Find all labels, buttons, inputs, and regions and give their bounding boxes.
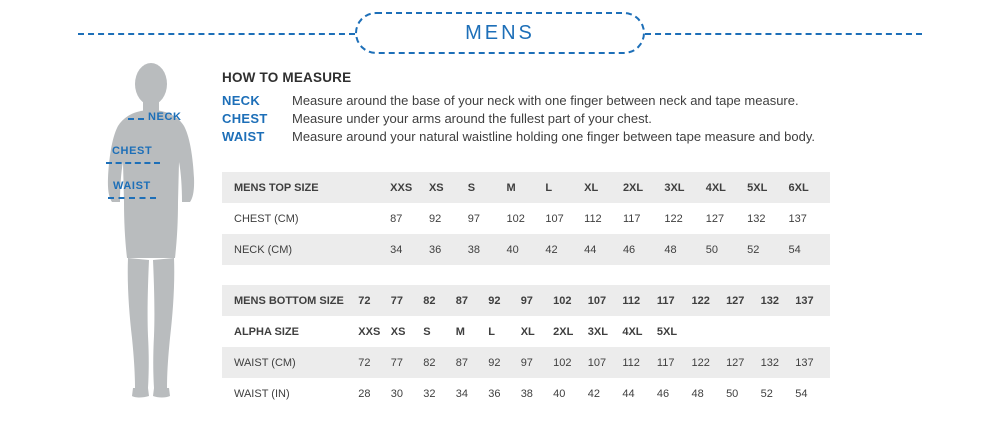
- top-row-1-v1: 36: [429, 234, 468, 265]
- bottom-row-0-v1: 77: [391, 347, 423, 378]
- top-row-1-v9: 52: [747, 234, 788, 265]
- bottom-row-1-v2: 32: [423, 387, 436, 400]
- top-row-1-label: NECK (CM): [222, 234, 390, 265]
- how-to-term-chest: CHEST: [222, 111, 268, 126]
- page-title-text: MENS: [465, 21, 535, 44]
- alpha-7: 3XL: [587, 325, 608, 338]
- how-to-desc-waist: Measure around your natural waistline holding one finger between tape measure and body.: [292, 129, 815, 144]
- table-row: [222, 172, 830, 203]
- alpha-3: M: [455, 325, 465, 338]
- bottom-row-0-v9: 117: [657, 347, 692, 378]
- alpha-1: XS: [390, 325, 406, 338]
- how-to-row-neck: [222, 93, 922, 108]
- bottom-row-1-v6: 40: [553, 387, 566, 400]
- alpha-11: [726, 316, 761, 347]
- bottom-row-1-v12: 52: [760, 387, 773, 400]
- bottom-hdr-10: 122: [691, 285, 726, 316]
- bottom-row-0-v3: 87: [456, 347, 488, 378]
- alpha-5: XL: [520, 325, 535, 338]
- top-row-1-v10: 54: [789, 234, 831, 265]
- how-to-row-waist: [222, 129, 922, 144]
- bottom-hdr-2: 82: [423, 285, 455, 316]
- bottom-row-1-v8: 44: [622, 387, 635, 400]
- top-row-0-v8: 127: [705, 212, 725, 225]
- top-size-2: S: [468, 172, 507, 203]
- bottom-row-0-label: WAIST (CM): [222, 347, 358, 378]
- alpha-0: XXS: [358, 325, 381, 338]
- bottom-hdr-11: 127: [726, 285, 761, 316]
- top-size-1: XS: [429, 172, 468, 203]
- alpha-2: S: [423, 325, 431, 338]
- top-size-0: XXS: [390, 172, 429, 203]
- top-row-0-v5: 112: [584, 212, 602, 225]
- bottom-row-0-v5: 97: [521, 347, 553, 378]
- bottom-row-1-v13: 54: [795, 387, 808, 400]
- top-row-0-v10: 137: [788, 212, 807, 225]
- bottom-row-0-v12: 132: [761, 347, 796, 378]
- bottom-row-0-v6: 102: [553, 347, 588, 378]
- top-row-1-v0: 34: [390, 234, 429, 265]
- bottom-row-0-v11: 127: [726, 347, 761, 378]
- top-row-1-v4: 42: [545, 234, 584, 265]
- bottom-row-1-v3: 34: [455, 387, 468, 400]
- alpha-13: [795, 316, 830, 347]
- top-row-0-v3: 102: [506, 212, 525, 225]
- how-to-measure-heading: HOW TO MEASURE: [222, 70, 352, 85]
- bottom-row-0-v4: 92: [488, 347, 520, 378]
- how-to-desc-neck: Measure around the base of your neck with one finger between neck and tape measure.: [292, 93, 799, 108]
- bottom-hdr-9: 117: [657, 285, 692, 316]
- top-row-0-v0: 87: [390, 212, 403, 225]
- how-to-desc-chest: Measure under your arms around the fullest part of your chest.: [292, 111, 652, 126]
- page-title: [355, 12, 645, 54]
- bottom-hdr-1: 77: [391, 285, 423, 316]
- top-size-3: M: [507, 172, 546, 203]
- table-row: [222, 316, 830, 347]
- bottom-row-1-v1: 30: [390, 387, 403, 400]
- header-dash-left: [78, 33, 355, 35]
- top-size-4: L: [545, 172, 584, 203]
- bottom-hdr-7: 107: [588, 285, 623, 316]
- header-dash-right: [645, 33, 922, 35]
- chest-label: CHEST: [112, 145, 153, 157]
- top-size-9: 5XL: [747, 172, 788, 203]
- how-to-term-neck: NECK: [222, 93, 261, 108]
- bottom-hdr-13: 137: [795, 285, 830, 316]
- top-row-1-v2: 38: [468, 234, 507, 265]
- table-row: [222, 203, 830, 234]
- bottom-row-1-v11: 50: [726, 387, 739, 400]
- table-row: [222, 234, 830, 265]
- top-row-0-label: CHEST (CM): [234, 212, 299, 225]
- how-to-measure-section: [222, 70, 922, 147]
- bottom-row-0-v0: 72: [358, 347, 390, 378]
- bottom-row-1-v5: 38: [520, 387, 533, 400]
- alpha-size-label: ALPHA SIZE: [234, 325, 299, 338]
- table-row: [222, 378, 830, 409]
- top-row-1-v6: 46: [623, 234, 664, 265]
- bottom-row-0-v10: 122: [691, 347, 726, 378]
- top-row-0-v4: 107: [545, 212, 564, 225]
- top-row-0-v2: 97: [467, 212, 480, 225]
- mens-top-size-table: [222, 172, 830, 265]
- alpha-4: L: [488, 325, 495, 338]
- bottom-table-header-label: MENS BOTTOM SIZE: [222, 285, 358, 316]
- how-to-row-chest: [222, 111, 922, 126]
- top-size-10: 6XL: [789, 172, 831, 203]
- top-size-5: XL: [584, 172, 623, 203]
- bottom-row-0-v2: 82: [423, 347, 455, 378]
- bottom-hdr-6: 102: [553, 285, 588, 316]
- bottom-hdr-5: 97: [521, 285, 553, 316]
- bottom-row-1-v0: 28: [358, 387, 371, 400]
- alpha-8: 4XL: [622, 325, 643, 338]
- bottom-row-1-v4: 36: [488, 387, 501, 400]
- bottom-row-1-label: WAIST (IN): [234, 387, 290, 400]
- how-to-term-waist: WAIST: [222, 129, 265, 144]
- bottom-row-1-v10: 48: [691, 387, 704, 400]
- chest-leader-line: [106, 162, 160, 164]
- top-size-6: 2XL: [623, 172, 664, 203]
- bottom-row-0-v7: 107: [588, 347, 623, 378]
- top-row-0-v1: 92: [428, 212, 442, 225]
- top-row-1-v3: 40: [507, 234, 546, 265]
- bottom-hdr-8: 112: [622, 285, 657, 316]
- bottom-hdr-12: 132: [761, 285, 796, 316]
- table-row: [222, 347, 830, 378]
- bottom-hdr-3: 87: [456, 285, 488, 316]
- top-row-1-v5: 44: [584, 234, 623, 265]
- bottom-hdr-0: 72: [358, 285, 390, 316]
- waist-label: WAIST: [113, 180, 151, 192]
- top-row-0-v7: 122: [664, 212, 683, 225]
- top-size-8: 4XL: [706, 172, 747, 203]
- alpha-6: 2XL: [553, 325, 574, 338]
- bottom-row-0-v8: 112: [622, 347, 657, 378]
- bottom-row-1-v9: 46: [656, 387, 670, 400]
- top-row-0-v6: 117: [622, 212, 641, 225]
- table-row: [222, 285, 830, 316]
- neck-leader-line: [128, 118, 144, 120]
- mens-bottom-size-table: [222, 285, 830, 409]
- neck-label: NECK: [148, 111, 182, 123]
- top-size-7: 3XL: [664, 172, 705, 203]
- bottom-row-1-v7: 42: [587, 387, 600, 400]
- alpha-10: [691, 316, 726, 347]
- waist-leader-line: [108, 197, 156, 199]
- bottom-hdr-4: 92: [488, 285, 520, 316]
- alpha-12: [761, 316, 796, 347]
- bottom-row-0-v13: 137: [795, 347, 830, 378]
- top-row-1-v7: 48: [664, 234, 705, 265]
- top-table-header-label: MENS TOP SIZE: [222, 172, 390, 203]
- top-row-0-v9: 132: [747, 212, 766, 225]
- top-row-1-v8: 50: [706, 234, 747, 265]
- header-banner: [0, 10, 1000, 56]
- alpha-9: 5XL: [656, 325, 678, 338]
